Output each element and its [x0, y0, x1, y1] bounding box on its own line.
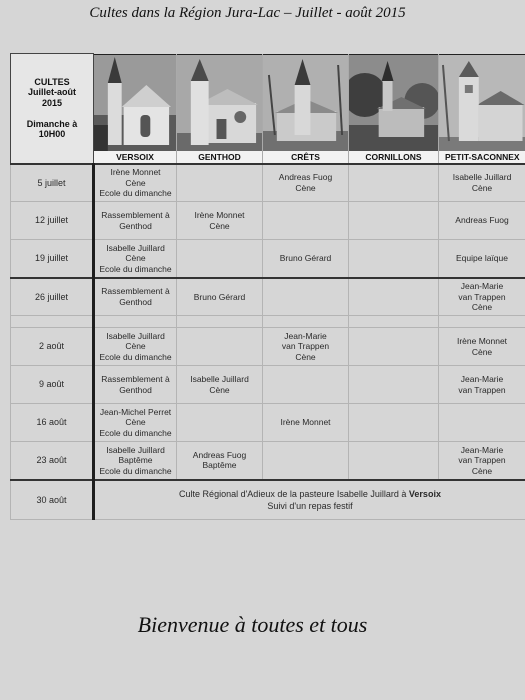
day-label: Dimanche à	[26, 118, 78, 129]
cell-versoix: Isabelle Juillard Cène Ecole du dimanche	[94, 240, 177, 278]
table-row	[11, 202, 525, 240]
cell-genthod	[177, 164, 263, 202]
header-row	[11, 54, 525, 164]
row-date: 30 août	[11, 480, 94, 520]
church-photo-genthod	[177, 54, 263, 164]
cell-versoix: Irène Monnet Cène Ecole du dimanche	[94, 164, 177, 202]
church-petit-saconnex-image	[439, 55, 525, 151]
cell-crets	[263, 366, 349, 404]
schedule-table	[10, 53, 525, 520]
cell-versoix: Isabelle Juillard Cène Ecole du dimanche	[94, 328, 177, 366]
church-versoix-image	[94, 55, 176, 151]
row-date: 9 août	[11, 366, 94, 404]
cell-genthod	[177, 240, 263, 278]
church-photo-petit-saconnex	[439, 54, 525, 164]
table-row	[11, 164, 525, 202]
cell-petit-saconnex: Irène Monnet Cène	[439, 328, 525, 366]
church-name-crets: CRÊTS	[263, 151, 348, 163]
cell-crets: Irène Monnet	[263, 404, 349, 442]
page-title: Cultes dans la Région Jura-Lac – Juillet - août 2015	[89, 5, 406, 21]
cell-cornillons	[349, 442, 439, 480]
time-label: 10H00	[38, 129, 66, 140]
table-row	[11, 442, 525, 480]
header-info-cell	[11, 54, 94, 164]
table-row	[11, 404, 525, 442]
row-date: 2 août	[11, 328, 94, 366]
row-date: 5 juillet	[11, 164, 94, 202]
church-cornillons-image	[349, 55, 438, 151]
cell-versoix: Rassemblement à Genthod	[94, 202, 177, 240]
welcome-message: Bienvenue à toutes et tous	[137, 612, 368, 637]
row-date: 26 juillet	[11, 278, 94, 316]
row-date: 19 juillet	[11, 240, 94, 278]
cell-crets: Jean-Marie van Trappen Cène	[263, 328, 349, 366]
cell-cornillons	[349, 366, 439, 404]
church-photo-versoix	[94, 54, 177, 164]
church-photo-crets	[263, 54, 349, 164]
cell-cornillons	[349, 240, 439, 278]
table-row	[11, 240, 525, 278]
table-row	[11, 328, 525, 366]
spacer-row	[11, 316, 525, 328]
announcement-location: Versoix	[408, 488, 441, 499]
announcement-subtext: Suivi d'un repas festif	[267, 500, 353, 511]
cell-versoix: Rassemblement à Genthod	[94, 366, 177, 404]
cell-crets	[263, 442, 349, 480]
cell-cornillons	[349, 202, 439, 240]
announcement-text: Culte Régional d'Adieux de la pasteure Isabelle Juillard à	[179, 488, 409, 499]
cell-genthod	[177, 328, 263, 366]
cell-petit-saconnex: Equipe laïque	[439, 240, 525, 278]
table-row	[11, 366, 525, 404]
cell-cornillons	[349, 404, 439, 442]
table-row	[11, 278, 525, 316]
church-name-versoix: VERSOIX	[94, 151, 176, 163]
row-date: 16 août	[11, 404, 94, 442]
cell-cornillons	[349, 328, 439, 366]
cultes-label: CULTES	[34, 76, 70, 87]
church-photo-cornillons	[349, 54, 439, 164]
cell-cornillons	[349, 164, 439, 202]
cell-petit-saconnex: Jean-Marie van Trappen Cène	[439, 442, 525, 480]
cell-versoix: Jean-Michel Perret Cène Ecole du dimanche	[94, 404, 177, 442]
cell-genthod: Bruno Gérard	[177, 278, 263, 316]
year-label: 2015	[41, 97, 63, 108]
cell-petit-saconnex: Jean-Marie van Trappen	[439, 366, 525, 404]
church-name-cornillons: CORNILLONS	[349, 151, 438, 163]
cell-crets: Andreas Fuog Cène	[263, 164, 349, 202]
cell-versoix: Rassemblement à Genthod	[94, 278, 177, 316]
cell-genthod: Irène Monnet Cène	[177, 202, 263, 240]
cell-cornillons	[349, 278, 439, 316]
church-name-genthod: GENTHOD	[177, 151, 262, 163]
church-crets-image	[263, 55, 348, 151]
cell-genthod: Andreas Fuog Baptême	[177, 442, 263, 480]
period-label: Juillet-août	[27, 87, 76, 98]
cell-petit-saconnex: Isabelle Juillard Cène	[439, 164, 525, 202]
cell-petit-saconnex: Andreas Fuog	[439, 202, 525, 240]
cell-crets: Bruno Gérard	[263, 240, 349, 278]
row-date: 12 juillet	[11, 202, 94, 240]
church-genthod-image	[177, 55, 262, 151]
cell-petit-saconnex	[439, 404, 525, 442]
cell-crets	[263, 278, 349, 316]
cell-crets	[263, 202, 349, 240]
cell-genthod	[177, 404, 263, 442]
row-date: 23 août	[11, 442, 94, 480]
cell-genthod: Isabelle Juillard Cène	[177, 366, 263, 404]
church-name-petit-saconnex: PETIT-SACONNEX	[439, 151, 525, 163]
final-row	[11, 480, 525, 520]
cell-versoix: Isabelle Juillard Baptême Ecole du dimanche	[94, 442, 177, 480]
cell-petit-saconnex: Jean-Marie van Trappen Cène	[439, 278, 525, 316]
final-announcement	[94, 480, 525, 520]
